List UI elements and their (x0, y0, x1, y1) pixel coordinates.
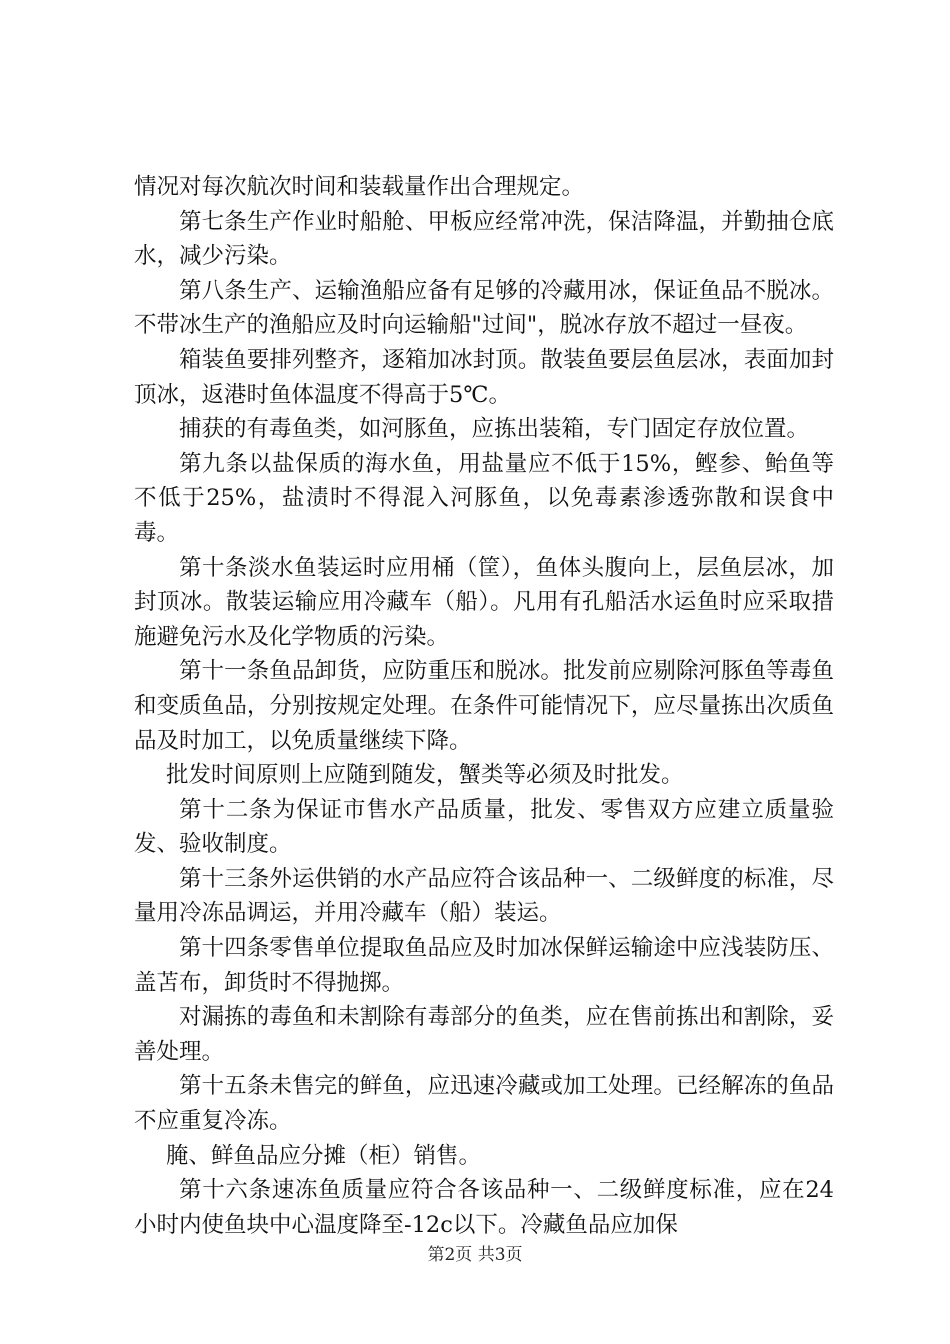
paragraph-8: 第十一条鱼品卸货，应防重压和脱冰。批发前应剔除河豚鱼等毒鱼和变质鱼品，分别按规定处理。在条件可能情况下，应尽量拣出次质鱼品及时加工，以免质量继续下降。 (134, 658, 834, 754)
paragraph-9: 批发时间原则上应随到随发，蟹类等必须及时批发。 (166, 762, 684, 789)
page-number-footer: 第2页 共3页 (427, 1245, 523, 1265)
paragraph-10: 第十二条为保证市售水产品质量，批发、零售双方应建立质量验发、验收制度。 (134, 796, 834, 858)
paragraph-12: 第十四条零售单位提取鱼品应及时加冰保鲜运输途中应浅装防压、盖苫布，卸货时不得抛掷。 (134, 935, 834, 996)
paragraph-4: 箱装鱼要排列整齐，逐箱加冰封顶。散装鱼要层鱼层冰，表面加封顶冰，返港时鱼体温度不得高于5℃。 (134, 346, 834, 408)
document-body (134, 170, 834, 1242)
paragraph-7: 第十条淡水鱼装运时应用桶（筐），鱼体头腹向上，层鱼层冰，加封顶冰。散装运输应用冷藏车（船）。凡用有孔船活水运鱼时应采取措施避免污水及化学物质的污染。 (134, 554, 834, 650)
paragraph-1: 情况对每次航次时间和装载量作出合理规定。 (134, 174, 585, 200)
paragraph-3: 第八条生产、运输渔船应备有足够的冷藏用冰，保证鱼品不脱冰。不带冰生产的渔船应及时向运输船"过间"，脱冰存放不超过一昼夜。 (134, 277, 834, 339)
paragraph-13: 对漏拣的毒鱼和未割除有毒部分的鱼类，应在售前拣出和割除，妥善处理。 (134, 1004, 834, 1065)
paragraph-6: 第九条以盐保质的海水鱼，用盐量应不低于15%，鲣参、鲐鱼等不低于25%，盐渍时不得混入河豚鱼，以免毒素渗透弥散和误食中毒。 (134, 450, 834, 546)
paragraph-11: 第十三条外运供销的水产品应符合该品种一、二级鲜度的标准，尽量用冷冻品调运，并用冷藏车（船）装运。 (134, 865, 834, 927)
paragraph-15: 腌、鲜鱼品应分摊（柜）销售。 (166, 1142, 482, 1169)
paragraph-16: 第十六条速冻鱼质量应符合各该品种一、二级鲜度标准，应在24小时内使鱼块中心温度降至-12c以下。冷藏鱼品应加保 (134, 1177, 834, 1238)
paragraph-5: 捕获的有毒鱼类，如河豚鱼，应拣出装箱，专门固定存放位置。 (179, 416, 810, 443)
paragraph-14: 第十五条未售完的鲜鱼，应迅速冷藏或加工处理。已经解冻的鱼品不应重复冷冻。 (134, 1073, 834, 1135)
paragraph-2: 第七条生产作业时船舱、甲板应经常冲洗，保洁降温，并勤抽仓底水，减少污染。 (134, 208, 834, 270)
